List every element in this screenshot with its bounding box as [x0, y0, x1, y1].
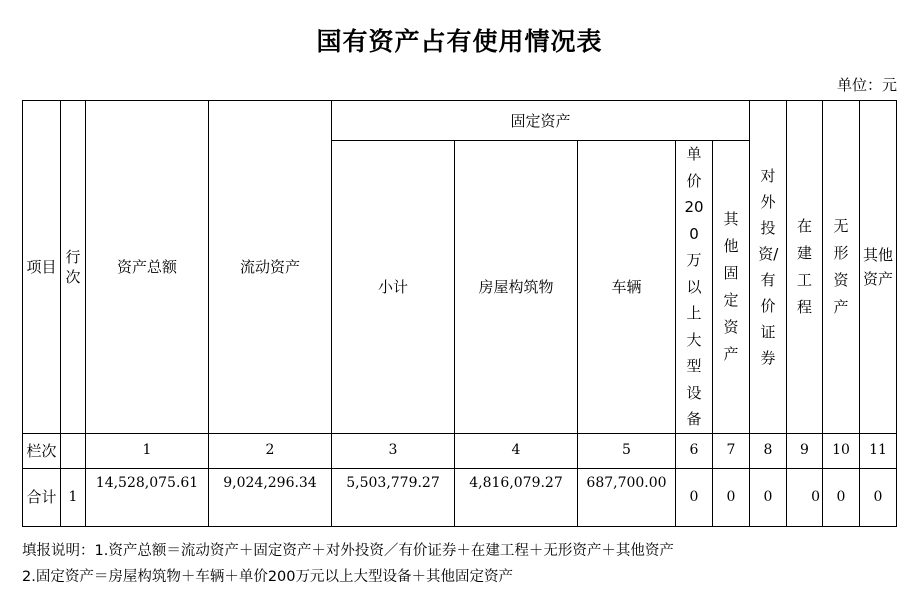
header-construction: 在建工程: [787, 101, 823, 434]
total-row: [23, 468, 897, 526]
column-index-cell: 11: [860, 433, 897, 468]
filling-notes: [22, 538, 674, 590]
large-equipment-value: 0: [676, 468, 713, 526]
header-other-fixed: 其他固定资产: [713, 141, 750, 434]
header-fixed-assets: 固定资产: [332, 101, 750, 141]
header-row-1: [23, 101, 897, 141]
column-index-cell: 10: [823, 433, 860, 468]
header-item: 项目: [23, 101, 61, 434]
header-investments: 对外投资/有价证券: [750, 101, 787, 434]
total-row-no: 1: [61, 468, 86, 526]
note-line-1: 填报说明：1.资产总额＝流动资产＋固定资产＋对外投资／有价证券＋在建工程＋无形资产＋其他资产: [22, 543, 674, 559]
vehicles-value: 687,700.00: [578, 468, 676, 526]
column-index-cell: 6: [676, 433, 713, 468]
header-vehicles: 车辆: [578, 141, 676, 434]
investments-value: 0: [750, 468, 787, 526]
other-assets-value: 0: [860, 468, 897, 526]
construction-value: 0: [787, 468, 823, 526]
header-row-no: 行次: [61, 101, 86, 434]
asset-usage-table: [22, 100, 897, 527]
column-index-cell: 1: [86, 433, 209, 468]
header-other-assets: 其他资产: [860, 101, 897, 434]
fixed-subtotal-value: 5,503,779.27: [332, 468, 455, 526]
other-fixed-value: 0: [713, 468, 750, 526]
column-index-cell: 5: [578, 433, 676, 468]
header-subtotal: 小计: [332, 141, 455, 434]
header-buildings: 房屋构筑物: [455, 141, 578, 434]
buildings-value: 4,816,079.27: [455, 468, 578, 526]
column-index-cell: 4: [455, 433, 578, 468]
column-index-row-no: [61, 433, 86, 468]
header-total-assets: 资产总额: [86, 101, 209, 434]
total-assets-value: 14,528,075.61: [86, 468, 209, 526]
total-label: 合计: [23, 468, 61, 526]
column-index-cell: 9: [787, 433, 823, 468]
current-assets-value: 9,024,296.34: [209, 468, 332, 526]
page-title: 国有资产占有使用情况表: [316, 27, 603, 56]
column-index-cell: 8: [750, 433, 787, 468]
header-intangible: 无形资产: [823, 101, 860, 434]
intangible-value: 0: [823, 468, 860, 526]
header-current-assets: 流动资产: [209, 101, 332, 434]
column-index-row: [23, 433, 897, 468]
column-index-cell: 3: [332, 433, 455, 468]
column-index-cell: 7: [713, 433, 750, 468]
column-index-cell: 2: [209, 433, 332, 468]
note-line-2: 2.固定资产＝房屋构筑物＋车辆＋单价200万元以上大型设备＋其他固定资产: [22, 569, 514, 585]
unit-label: 单位：元: [836, 76, 897, 94]
header-large-equipment: 单价200万以上大型设备: [676, 141, 713, 434]
column-index-label: 栏次: [23, 433, 61, 468]
